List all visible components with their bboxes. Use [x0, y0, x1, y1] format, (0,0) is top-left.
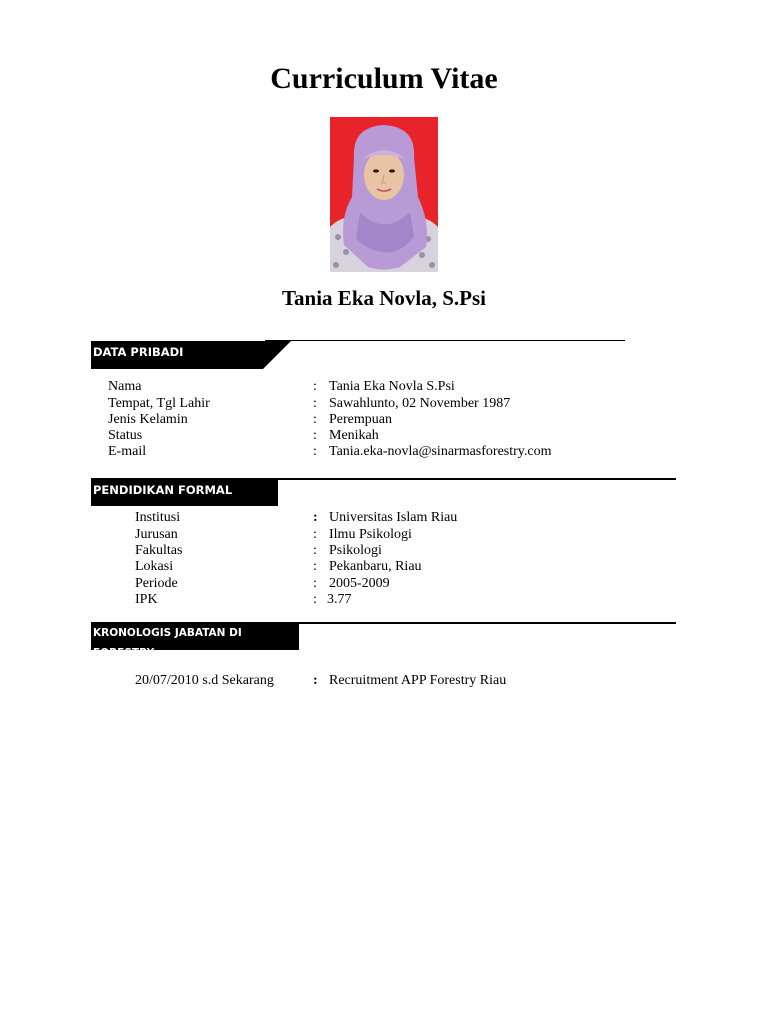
field-label: Institusi	[135, 510, 181, 525]
field-label: 20/07/2010 s.d Sekarang	[135, 673, 274, 688]
section-header-education: PENDIDIKAN FORMAL	[91, 479, 278, 506]
field-value: Menikah	[329, 428, 379, 443]
field-value: Psikologi	[329, 543, 382, 558]
section-header-personal: DATA PRIBADI	[93, 345, 184, 359]
separator: :	[313, 428, 317, 443]
separator: :	[313, 396, 317, 411]
field-value: Sawahlunto, 02 November 1987	[329, 396, 511, 411]
field-value: Ilmu Psikologi	[329, 527, 412, 542]
separator: :	[313, 592, 317, 607]
separator: :	[313, 510, 318, 525]
field-value: Recruitment APP Forestry Riau	[329, 673, 507, 688]
document-title: Curriculum Vitae	[270, 62, 498, 95]
field-label: Tempat, Tgl Lahir	[108, 396, 210, 411]
field-value: Tania Eka Novla S.Psi	[329, 379, 455, 394]
field-label: IPK	[135, 592, 158, 607]
field-label: Nama	[108, 379, 142, 394]
field-label: Lokasi	[135, 559, 174, 574]
field-label: Fakultas	[135, 543, 183, 558]
field-label: Status	[108, 428, 143, 443]
separator: :	[313, 379, 317, 394]
profile-photo	[330, 117, 438, 272]
field-label: Jenis Kelamin	[108, 412, 188, 427]
field-label: Jurusan	[135, 527, 178, 542]
field-value: Pekanbaru, Riau	[329, 559, 422, 574]
field-value: 3.77	[327, 592, 352, 607]
section-header-career: KRONOLOGIS JABATAN DI FORESTRY	[91, 623, 299, 650]
separator: :	[313, 543, 317, 558]
field-value: Universitas Islam Riau	[329, 510, 458, 525]
separator: :	[313, 673, 318, 688]
section-divider	[265, 340, 625, 341]
separator: :	[313, 412, 317, 427]
candidate-name: Tania Eka Novla, S.Psi	[281, 286, 487, 310]
separator: :	[313, 527, 317, 542]
field-label: Periode	[135, 576, 178, 591]
field-value: Perempuan	[329, 412, 392, 427]
field-label: E-mail	[108, 444, 147, 459]
separator: :	[313, 559, 317, 574]
separator: :	[313, 576, 317, 591]
field-value: 2005-2009	[329, 576, 390, 591]
email-link[interactable]: Tania.eka-novla@sinarmasforestry.com	[329, 444, 552, 459]
separator: :	[313, 444, 317, 459]
